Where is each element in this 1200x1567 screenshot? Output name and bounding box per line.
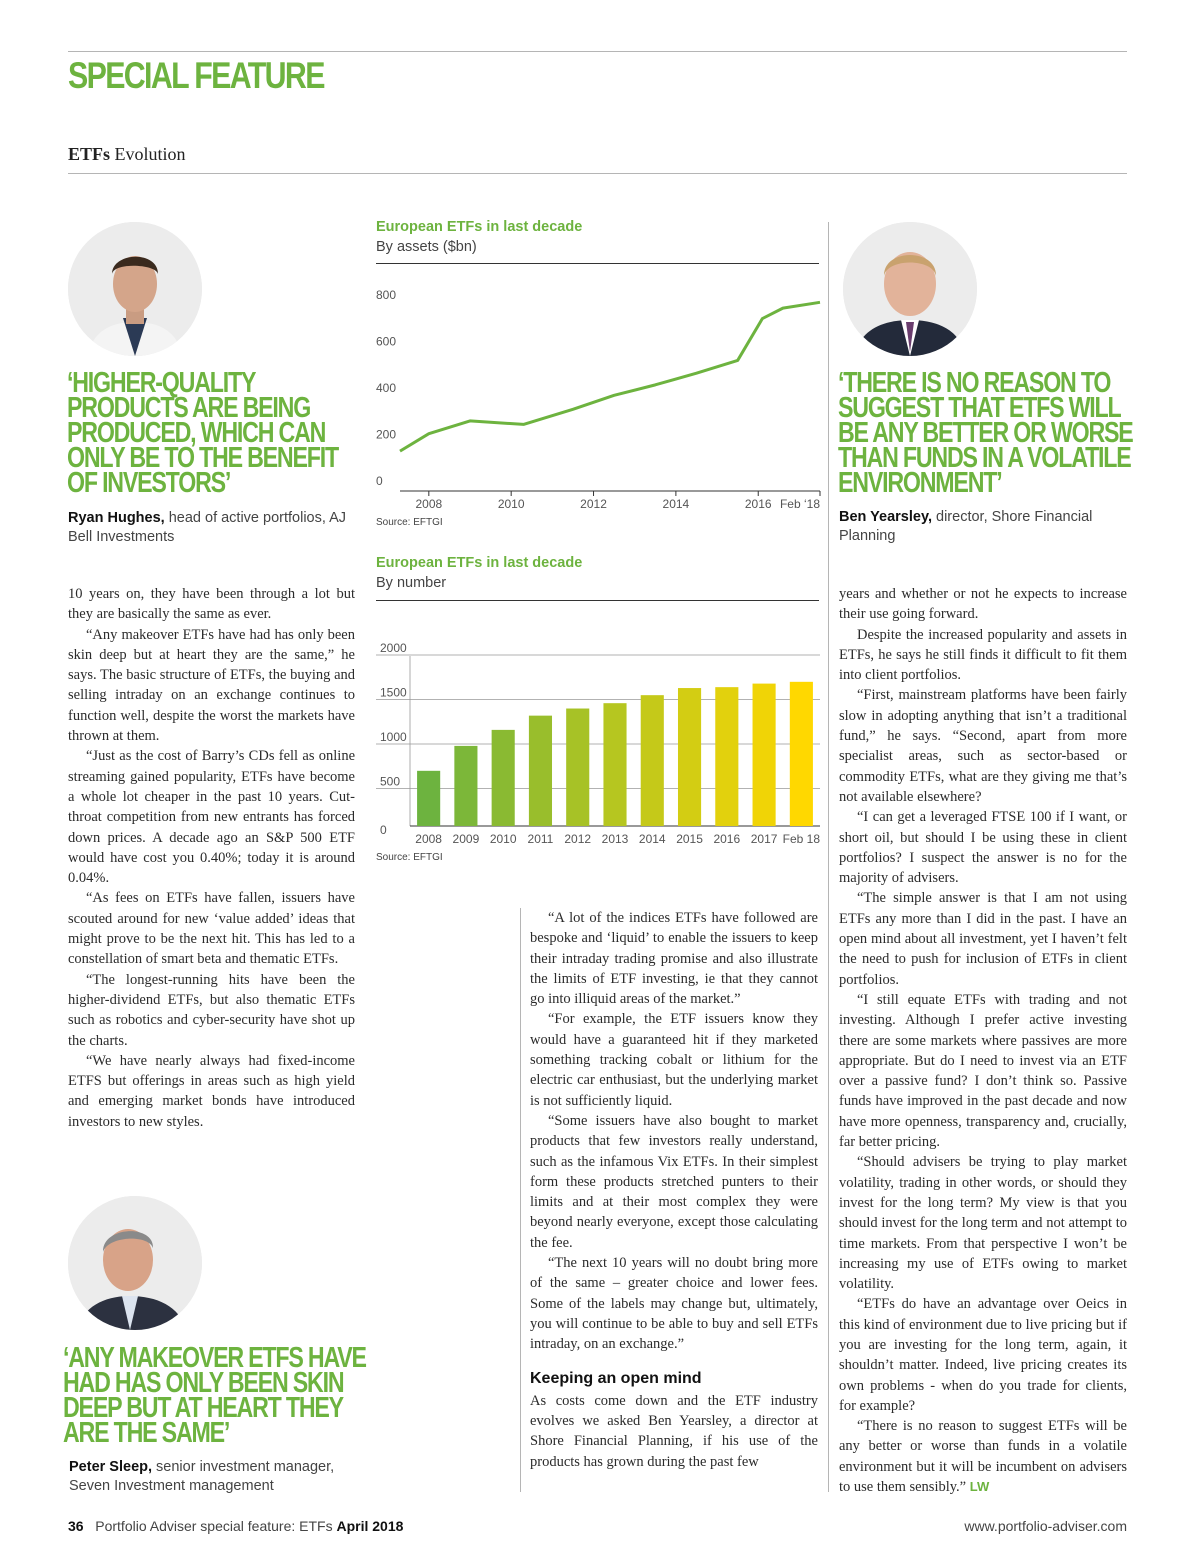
chart-1-assets-line: [370, 290, 830, 515]
y-tick-label: 200: [376, 427, 397, 442]
body-paragraph: “Any makeover ETFs have had has only been skin deep but at heart they are the same,” he says. The basic structure of ETFs, the buying and selling intraday on an exchange continues to function well, despite the worst the markets have thrown at them.: [68, 626, 355, 745]
quote-2-attribution: [839, 508, 1119, 546]
pull-quote-2-line: THAN FUNDS IN A VOLATILE: [838, 442, 1131, 474]
pull-quote-1-line: ‘HIGHER-QUALITY: [67, 367, 256, 399]
right-body-column: [839, 584, 1127, 1497]
x-tick-label: 2016: [713, 832, 741, 846]
pull-quote-2-line: ENVIRONMENT’: [838, 467, 1002, 499]
body-paragraph: “We have nearly always had fixed-income ETFS but offerings in areas such as high yield and emerging market bonds have introduced investors to new styles.: [68, 1052, 355, 1130]
x-tick-label: 2016: [744, 497, 772, 511]
top-rule: [68, 51, 1127, 52]
bar-2012: [566, 709, 589, 826]
pull-quote-2: [838, 367, 1133, 499]
pull-quote-3-line: HAD HAS ONLY BEEN SKIN: [63, 1367, 344, 1399]
bar-2009: [454, 746, 477, 826]
article-subhead: [68, 144, 186, 165]
x-tick-label: 2017: [750, 832, 778, 846]
pull-quote-2-line: BE ANY BETTER OR WORSE: [838, 417, 1133, 449]
chart-2-subtitle: By number: [376, 575, 447, 591]
middle-column-divider: [520, 908, 521, 1492]
body-paragraph: “I can get a leveraged FTSE 100 if I want, or short oil, but should I be using these in client portfolios? I suspect the answer is no for the majority of advisers.: [839, 809, 1127, 887]
x-tick-label: 2012: [580, 497, 607, 511]
pull-quote-1-line: ONLY BE TO THE BENEFIT: [67, 442, 338, 474]
quote-1-role: head of active portfolios, AJ Bell Investments: [68, 510, 347, 545]
x-tick-label: Feb ‘18: [779, 497, 820, 511]
portrait-ryan-hughes: [68, 222, 202, 356]
subhead-rest: Evolution: [110, 144, 186, 164]
y-tick-label: 1000: [380, 730, 407, 744]
chart-2-source: Source: EFTGI: [376, 852, 443, 863]
pull-quote-1-line: OF INVESTORS’: [67, 467, 231, 499]
body-paragraph: “First, mainstream platforms have been fairly slow in adopting anything that isn’t a traditional fund,” he says. “Second, apart from more specialist areas, such as sector-based or commodity ETFs, what are they giving me that’s not available elsewhere?: [839, 687, 1127, 805]
section-heading: Keeping an open mind: [530, 1369, 702, 1387]
body-paragraph: “Should advisers be trying to play market volatility, trading in other words, or should they invest for the long term? My view is that you should invest for the long term and not attempt to time markets. From that perspective I won’t be increasing my use of ETFs owing to market volatility.: [839, 1154, 1127, 1293]
body-paragraph-final: [839, 1416, 1127, 1497]
y-tick-label: 1500: [380, 685, 407, 700]
bar-2015: [678, 688, 701, 826]
pull-quote-2-line: ‘THERE IS NO REASON TO: [838, 367, 1111, 399]
bar-2017: [753, 684, 776, 826]
pull-quote-3-line: ARE THE SAME’: [63, 1417, 230, 1449]
footer-left: [68, 1518, 403, 1534]
pull-quote-3: [63, 1342, 366, 1449]
chart-1-subtitle: By assets ($bn): [376, 239, 477, 255]
x-tick-label: 2010: [489, 832, 517, 846]
chart-1-rule: [376, 263, 819, 264]
left-body-column: [68, 584, 355, 1132]
bar-2011: [529, 716, 552, 826]
body-paragraph: “The simple answer is that I am not using ETFs any more than I did in the past. I have an open mind about all investment, yet I haven’t felt the need to push for inclusion of ETFs in client portfolios.: [839, 890, 1127, 988]
x-tick-label: 2012: [564, 832, 592, 846]
portrait-ben-yearsley: [843, 222, 977, 356]
bar-2008: [417, 771, 440, 826]
x-tick-label: 2009: [452, 832, 480, 846]
bar-2010: [492, 730, 515, 826]
quote-1-name: Ryan Hughes,: [68, 510, 165, 526]
body-paragraph: “ETFs do have an advantage over Oeics in this kind of environment due to live pricing but if you are investing for the long term, again, it shouldn’t matter. Indeed, live pricing creates its own problems - when do you trade for clients, for example?: [839, 1296, 1127, 1414]
pull-quote-3-line: DEEP BUT AT HEART THEY: [63, 1392, 343, 1424]
quote-2-role: director, Shore Financial Planning: [839, 509, 1093, 544]
middle-body-column: [530, 908, 818, 1472]
body-paragraph: “The longest-running hits have been the higher-dividend ETFs, but also thematic ETFs such as robotics and cyber-security have shot up the charts.: [68, 971, 355, 1049]
y-tick-label: 500: [380, 774, 401, 789]
author-signoff: LW: [969, 1479, 990, 1495]
y-tick-label: 400: [376, 381, 397, 395]
pull-quote-3-line: ‘ANY MAKEOVER ETFS HAVE: [63, 1342, 366, 1374]
portrait-ben-yearsley-image: [843, 222, 977, 356]
chart-2-number-bars: [370, 630, 830, 855]
body-paragraph: years and whether or not he expects to increase their use going forward.: [839, 586, 1127, 623]
x-tick-label: 2008: [415, 497, 443, 511]
portrait-peter-sleep-image: [68, 1196, 202, 1330]
quote-1-attribution: [68, 509, 348, 547]
body-paragraph: 10 years on, they have been through a lot but they are basically the same as ever.: [68, 586, 355, 623]
y-tick-label: 2000: [380, 641, 407, 655]
body-paragraph: “Some issuers have also bought to market products that few investors really understand, such as the infamous Vix ETFs. In their simplest form these products stretched punters to their limits and at their most complex they were beyond nearly everyone, except those calculating the fee.: [530, 1112, 818, 1251]
pull-quote-2-line: SUGGEST THAT ETFS WILL: [838, 392, 1121, 424]
x-tick-label: 2011: [527, 832, 554, 846]
quote-2-name: Ben Yearsley,: [839, 509, 932, 525]
body-paragraph: “As fees on ETFs have fallen, issuers have scouted around for new ‘value added’ ideas that might prove to be the next hit. This has led to a constellation of smart beta and thematic ETFs.: [68, 890, 355, 968]
quote-3-name: Peter Sleep,: [69, 1459, 153, 1475]
chart-2-title: European ETFs in last decade: [376, 555, 583, 571]
pull-quote-1-line: PRODUCTS ARE BEING: [67, 392, 311, 424]
issue-date: April 2018: [336, 1518, 404, 1534]
assets-series-line: [400, 302, 820, 451]
bar-2016: [715, 687, 738, 826]
x-tick-label: 2014: [638, 832, 666, 846]
header-rule: [68, 173, 1127, 174]
subhead-bold: ETFs: [68, 144, 111, 164]
body-paragraph: “Just as the cost of Barry’s CDs fell as online streaming gained popularity, ETFs have become a whole lot cheaper in the past 10 years. Cut-throat competition from new entrants has forced down prices. A decade ago an S&P 500 ETF would have cost you 0.40%; today it is around 0.04%.: [68, 748, 355, 887]
bar-feb-18: [790, 682, 813, 826]
x-tick-label: 2015: [676, 832, 703, 846]
body-paragraph: As costs come down and the ETF industry evolves we asked Ben Yearsley, a director at Shore Financial Planning, if his use of the products has grown during the past few: [530, 1392, 818, 1470]
y-tick-label: 800: [376, 290, 397, 302]
chart-2-rule: [376, 600, 819, 601]
quote-3-role: senior investment manager, Seven Investment management: [69, 1459, 335, 1494]
page-number: 36: [68, 1518, 84, 1534]
body-paragraph: Despite the increased popularity and assets in ETFs, he says he still finds it difficult to fit them into client portfolios.: [839, 626, 1127, 684]
body-paragraph: “I still equate ETFs with trading and not investing. Although I prefer active investing there are some markets where passives are more appropriate. But do I need to invest via an ETF over a passive fund? I don’t think so. Passive funds have improved in the past decade and now have more openness, transparency and, crucially, far better pricing.: [839, 991, 1127, 1151]
publication-name: Portfolio Adviser special feature: ETFs: [95, 1518, 333, 1534]
bar-2014: [641, 695, 664, 826]
final-paragraph-text: “There is no reason to suggest ETFs will be any better or worse than funds in a volatile environment but it will be incumbent on advisers to use them sensibly.”: [839, 1418, 1127, 1496]
pull-quote-1: [67, 367, 338, 499]
portrait-peter-sleep: [68, 1196, 202, 1330]
y-tick-label: 0: [376, 474, 383, 488]
x-tick-label: 2010: [497, 497, 525, 511]
y-tick-label: 600: [376, 334, 397, 349]
footer-url: www.portfolio-adviser.com: [964, 1518, 1127, 1534]
chart-1-source: Source: EFTGI: [376, 517, 443, 528]
body-paragraph: “For example, the ETF issuers know they would have a guaranteed hit if they marketed something tracking cobalt or lithium for the electric car enthusiast, but the underlying market is not sufficiently liquid.: [530, 1011, 818, 1109]
section-title: SPECIAL FEATURE: [68, 55, 324, 96]
chart-1-title: European ETFs in last decade: [376, 219, 583, 235]
x-tick-label: Feb 18: [782, 832, 821, 846]
x-tick-label: 2014: [662, 497, 690, 511]
pull-quote-1-line: PRODUCED, WHICH CAN: [67, 417, 326, 449]
body-paragraph: “The next 10 years will no doubt bring more of the same – greater choice and lower fees. Some of the labels may change but, ultimately, you will continue to be able to buy and sell ETFs intraday, on an exchange.”: [530, 1255, 818, 1353]
bar-2013: [603, 703, 626, 826]
body-paragraph: “A lot of the indices ETFs have followed are bespoke and ‘liquid’ to enable the issuers to keep their intraday trading promise and also illustrate the limits of ETF investing, ie that they cannot go into illiquid areas of the market.”: [530, 910, 818, 1008]
portrait-ryan-hughes-image: [68, 222, 202, 356]
x-tick-label: 2008: [415, 832, 442, 846]
x-tick-label: 2013: [601, 832, 629, 846]
y-tick-label: 0: [380, 823, 387, 837]
quote-3-attribution: [69, 1458, 359, 1496]
